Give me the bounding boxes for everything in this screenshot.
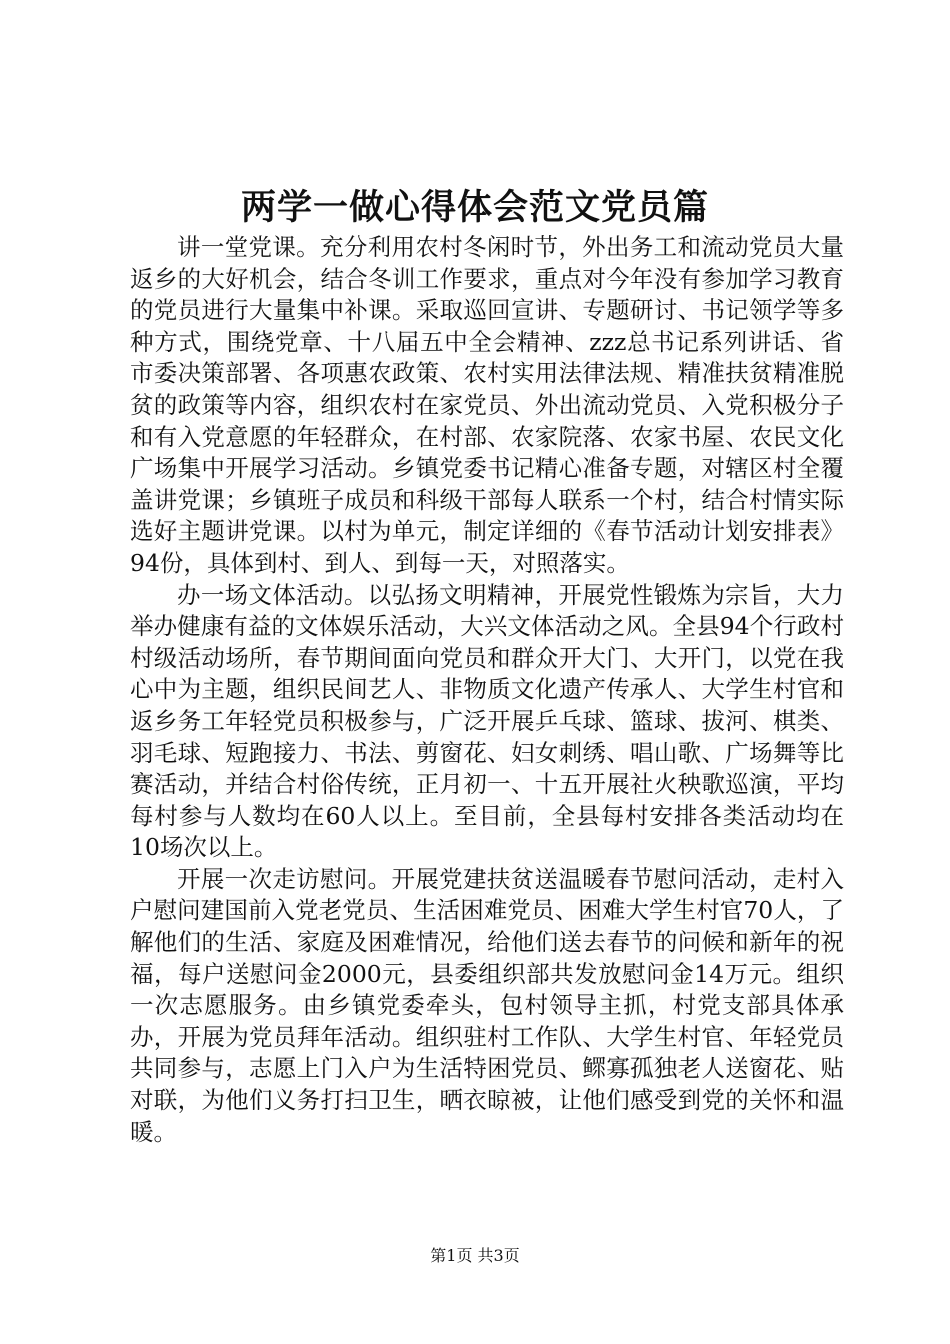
paragraph-cultural-activity: 办一场文体活动。以弘扬文明精神，开展党性锻炼为宗旨，大力举办健康有益的文体娱乐活动，大兴文体活动之风。全县94个行政村村级活动场所，春节期间面向党员和群众开大门、大开门，以党在我心中为主题，组织民间艺人、非物质文化遗产传承人、大学生村官和返乡务工年轻党员积极参与，广泛开展乒乓球、篮球、拔河、棋类、羽毛球、短跑接力、书法、剪窗花、妇女刺绣、唱山歌、广场舞等比赛活动，并结合村俗传统，正月初一、十五开展社火秧歌巡演，平均每村参与人数均在60人以上。至目前，全县每村安排各类活动均在10场次以上。 (130, 580, 844, 862)
paragraph-party-lecture: 讲一堂党课。充分利用农村冬闲时节，外出务工和流动党员大量返乡的大好机会，结合冬训工作要求，重点对今年没有参加学习教育的党员进行大量集中补课。采取巡回宣讲、专题研讨、书记领学等多种方式，围绕党章、十八届五中全会精神、zzz总书记系列讲话、省市委决策部署、各项惠农政策、农村实用法律法规、精准扶贫精准脱贫的政策等内容，组织农村在家党员、外出流动党员、入党积极分子和有入党意愿的年轻群众，在村部、农家院落、农家书屋、农民文化广场集中开展学习活动。乡镇党委书记精心准备专题，对辖区村全覆盖讲党课；乡镇班子成员和科级干部每人联系一个村，结合村情实际选好主题讲党课。以村为单元，制定详细的《春节活动计划安排表》94份，具体到村、到人、到每一天，对照落实。 (130, 233, 844, 577)
paragraph-visit-condolence: 开展一次走访慰问。开展党建扶贫送温暖春节慰问活动，走村入户慰问建国前入党老党员、生活困难党员、困难大学生村官70人，了解他们的生活、家庭及困难情况，给他们送去春节的问候和新年的祝福，每户送慰问金2000元，县委组织部共发放慰问金14万元。组织一次志愿服务。由乡镇党委牵头，包村领导主抓，村党支部具体承办，开展为党员拜年活动。组织驻村工作队、大学生村官、年轻党员共同参与，志愿上门入户为生活特困党员、鳏寡孤独老人送窗花、贴对联，为他们义务打扫卫生，晒衣晾被，让他们感受到党的关怀和温暖。 (130, 864, 844, 1146)
page-number-footer: 第1页 共3页 (430, 1246, 520, 1265)
document-title: 两学一做心得体会范文党员篇 (240, 187, 709, 228)
document-body (130, 232, 844, 1148)
